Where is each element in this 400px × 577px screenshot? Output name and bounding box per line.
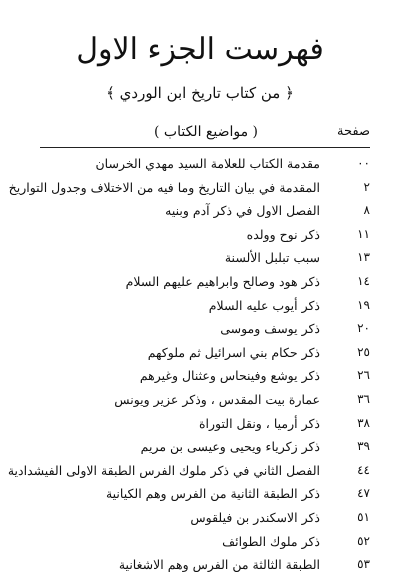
list-item bbox=[40, 152, 370, 176]
entry-page-number: ١١ bbox=[357, 226, 370, 241]
list-item bbox=[40, 294, 370, 318]
list-item bbox=[40, 553, 370, 577]
list-item bbox=[40, 482, 370, 506]
topics-column-header: ( مواضيع الكتاب ) bbox=[153, 124, 258, 140]
entry-topic: الفصل الثاني في ذكر ملوك الفرس الطبقة الاولى الفيشدادية bbox=[7, 462, 320, 478]
contents-list bbox=[7, 152, 370, 577]
entry-topic: الطبقة الثالثة من الفرس وهم الاشغانية bbox=[118, 557, 320, 573]
list-item bbox=[40, 412, 370, 436]
entry-topic: سبب تبلبل الألسنة bbox=[224, 250, 320, 266]
list-item bbox=[40, 270, 370, 294]
entry-page-number: ٤٧ bbox=[357, 486, 370, 501]
header-divider bbox=[40, 147, 370, 148]
entry-topic: ذكر يوشع وفينحاس وعثنال وغيرهم bbox=[139, 368, 320, 384]
entry-page-number: ٥٢ bbox=[357, 533, 370, 548]
entry-page-number: ٢٠ bbox=[357, 321, 370, 336]
entry-page-number: ٥٣ bbox=[357, 557, 370, 572]
entry-topic: ذكر زكرياء ويحيى وعيسى بن مريم bbox=[140, 439, 320, 455]
entry-page-number: ٢ bbox=[363, 179, 370, 194]
entry-page-number: ٣٦ bbox=[357, 391, 370, 406]
page-column-header: صفحة bbox=[337, 124, 370, 139]
entry-topic: ذكر نوح وولده bbox=[246, 226, 320, 242]
entry-topic: المقدمة في بيان التاريخ وما فيه من الاختلاف وجدول التواريخ bbox=[8, 179, 320, 195]
list-item bbox=[40, 246, 370, 270]
entry-page-number: ٥١ bbox=[357, 509, 370, 524]
entry-topic: ذكر أيوب عليه السلام bbox=[208, 297, 320, 313]
entry-page-number: ٣٩ bbox=[357, 439, 370, 454]
entry-page-number: ٣٨ bbox=[357, 415, 370, 430]
entry-topic: ذكر الاسكندر بن فيلقوس bbox=[190, 509, 320, 525]
entry-topic: ذكر حكام بني اسرائيل ثم ملوكهم bbox=[147, 344, 320, 360]
entry-topic: مقدمة الكتاب للعلامة السيد مهدي الخرسان bbox=[95, 156, 320, 171]
entry-topic: ذكر ملوك الطوائف bbox=[222, 533, 320, 549]
list-item bbox=[40, 530, 370, 554]
page-title: فهرست الجزء الاول bbox=[76, 32, 324, 67]
entry-page-number: ٠٠ bbox=[357, 156, 370, 170]
entry-topic: ذكر الطبقة الثانية من الفرس وهم الكيانية bbox=[105, 486, 320, 502]
entry-page-number: ١٤ bbox=[357, 273, 370, 288]
list-item bbox=[40, 341, 370, 365]
entry-topic: عمارة بيت المقدس ، وذكر عزير ويونس bbox=[114, 391, 320, 407]
list-item bbox=[40, 199, 370, 223]
list-item bbox=[40, 506, 370, 530]
entry-page-number: ٤٤ bbox=[357, 462, 370, 477]
list-item bbox=[40, 317, 370, 341]
entry-topic: ذكر يوسف وموسى bbox=[220, 321, 320, 337]
book-subtitle: ﴿ من كتاب تاريخ ابن الوردي ﴾ bbox=[106, 84, 294, 102]
list-item bbox=[40, 388, 370, 412]
entry-topic: الفصل الاول في ذكر آدم وبنيه bbox=[165, 203, 320, 219]
list-item bbox=[8, 176, 370, 200]
entry-page-number: ٢٥ bbox=[357, 344, 370, 359]
entry-page-number: ١٣ bbox=[357, 250, 370, 265]
entry-page-number: ٨ bbox=[363, 203, 370, 218]
entry-page-number: ١٩ bbox=[357, 297, 370, 312]
list-item bbox=[40, 223, 370, 247]
list-item bbox=[40, 364, 370, 388]
entry-topic: ذكر هود وصالح وابراهيم عليهم السلام bbox=[125, 273, 320, 289]
entry-topic: ذكر أرميا ، ونقل التوراة bbox=[198, 415, 320, 431]
list-item bbox=[40, 435, 370, 459]
list-item bbox=[7, 459, 370, 483]
entry-page-number: ٢٦ bbox=[357, 368, 370, 383]
table-header bbox=[40, 120, 370, 144]
